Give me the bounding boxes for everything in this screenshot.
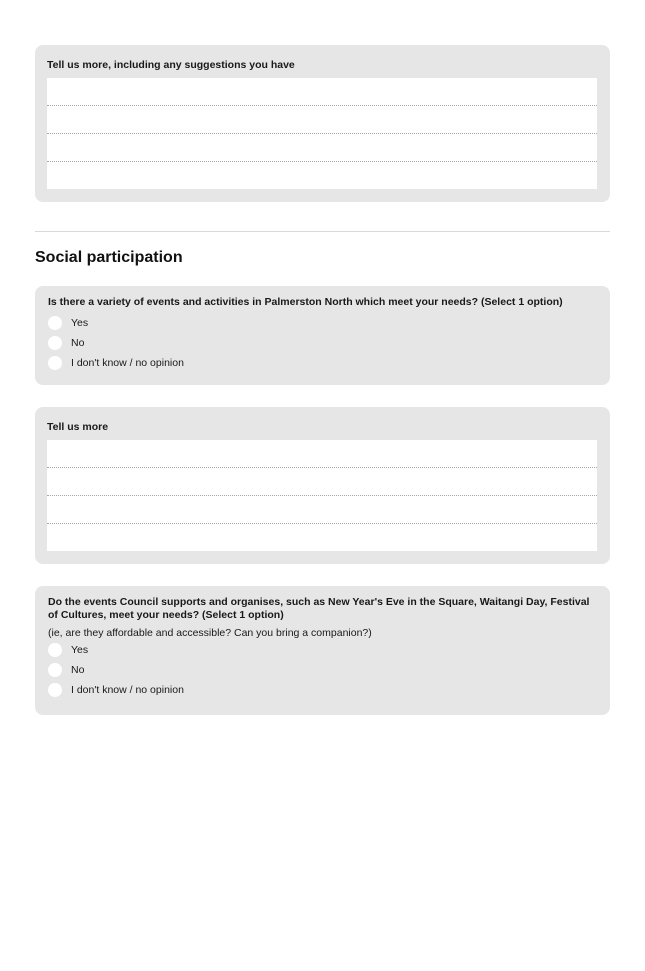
radio-option-label: Yes [71, 644, 89, 656]
comment-tell-us-more-textarea[interactable] [47, 440, 597, 551]
radio-button-icon[interactable] [48, 336, 62, 350]
ruled-line [47, 523, 597, 551]
ruled-line [47, 495, 597, 523]
ruled-line [47, 105, 597, 133]
question-panel-variety [35, 286, 610, 385]
radio-option-label: I don't know / no opinion [71, 357, 184, 369]
radio-button-icon[interactable] [48, 356, 62, 370]
question-variety-options [48, 313, 597, 373]
radio-option-label: No [71, 664, 85, 676]
comment-panel-suggestions [35, 45, 610, 202]
comment-tell-us-more-label: Tell us more [47, 421, 109, 433]
radio-option-dont-know[interactable] [48, 680, 597, 700]
radio-button-icon[interactable] [48, 663, 62, 677]
radio-button-icon[interactable] [48, 683, 62, 697]
radio-option-no[interactable] [48, 660, 597, 680]
comment-suggestions-textarea[interactable] [47, 78, 597, 189]
comment-suggestions-label: Tell us more, including any suggestions you have [47, 59, 295, 71]
ruled-line [47, 467, 597, 495]
radio-option-label: I don't know / no opinion [71, 684, 184, 696]
ruled-line [47, 78, 597, 105]
ruled-line [47, 161, 597, 189]
radio-option-label: Yes [71, 317, 89, 329]
question-council-events-options [48, 640, 597, 700]
survey-page-content [0, 45, 645, 715]
section-heading-social-participation: Social participation [35, 249, 183, 266]
radio-option-no[interactable] [48, 333, 597, 353]
radio-option-yes[interactable] [48, 640, 597, 660]
question-panel-council-events [35, 586, 610, 715]
radio-button-icon[interactable] [48, 643, 62, 657]
radio-option-dont-know[interactable] [48, 353, 597, 373]
section-divider [35, 231, 610, 232]
radio-option-yes[interactable] [48, 313, 597, 333]
ruled-line [47, 133, 597, 161]
question-council-events-hint: (ie, are they affordable and accessible? Can you bring a companion?) [48, 627, 372, 639]
comment-panel-tell-us-more [35, 407, 610, 564]
question-variety-text: Is there a variety of events and activities in Palmerston North which meet your needs? (Select 1 option) [48, 296, 563, 308]
ruled-line [47, 440, 597, 467]
question-council-events-text: Do the events Council supports and organises, such as New Year's Eve in the Square, Waitangi Day, Festival of Cultures, meet your needs? (Select 1 option) [48, 596, 590, 621]
radio-button-icon[interactable] [48, 316, 62, 330]
radio-option-label: No [71, 337, 85, 349]
